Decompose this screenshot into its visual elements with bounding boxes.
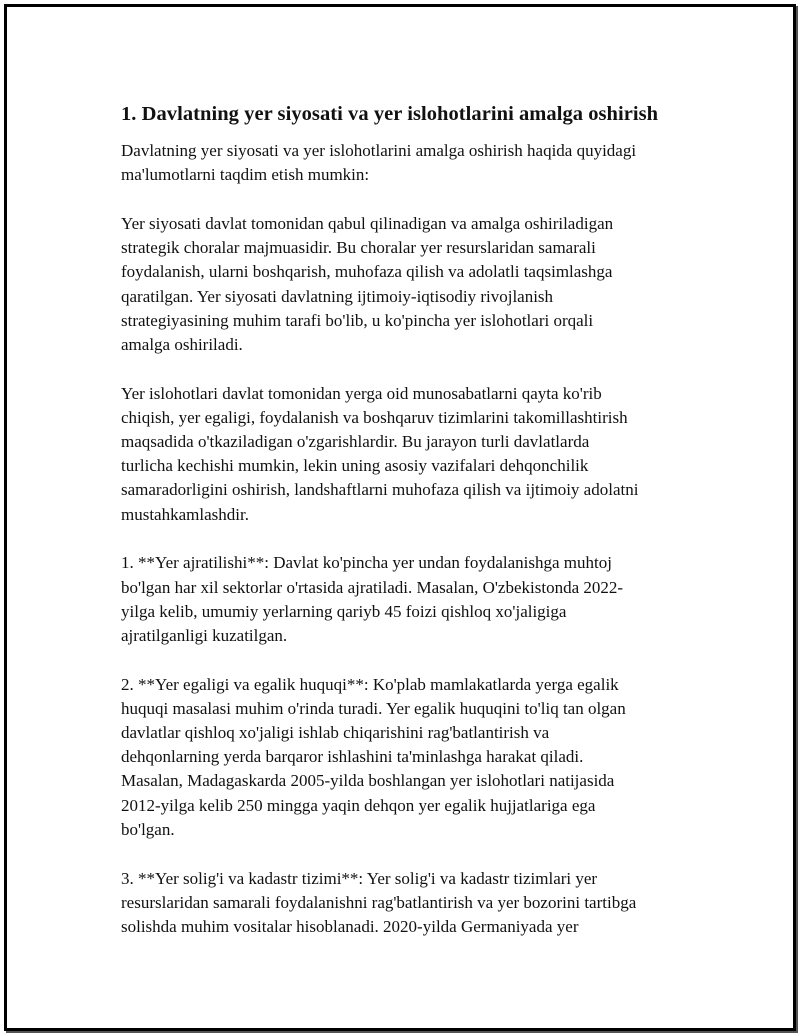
land-ownership-item: 2. **Yer egaligi va egalik huquqi**: Ko'plab mamlakatlarda yerga egalik huquqi masalasi muhim o'rinda turadi. Yer egalik huquqini to'liq tan olgan davlatlar qishloq xo'jaligi ishlab chiqarishini rag'batlantirish va dehqonlarning yerda barqaror ishlashini ta'minlashga harakat qiladi. Masalan, Madagaskarda 2005-yilda boshlangan yer islohotlari natijasida 2012-yilga kelib 250 mingga yaqin dehqon yer egalik hujjatlariga ega bo'lgan. <box>121 674 626 839</box>
document-title: 1. Davlatning yer siyosati va yer islohotlarini amalga oshirish <box>121 103 659 125</box>
document-page <box>4 4 796 1031</box>
land-allocation-item: 1. **Yer ajratilishi**: Davlat ko'pincha yer undan foydalanishga muhtoj bo'lgan har xil sektorlar o'rtasida ajratiladi. Masalan, O'zbekistonda 2022- yilga kelib, umumiy yerlarning qariyb 45 foizi qishloq xo'jaligiga ajratilganligi kuzatilgan. <box>121 553 624 645</box>
land-policy-paragraph: Yer siyosati davlat tomonidan qabul qilinadigan va amalga oshiriladigan strategik choralar majmuasidir. Bu choralar yer resurslaridan samarali foydalanish, ularni boshqarish, muhofaza qilish va adolatli taqsimlashga qaratilgan. Yer siyosati davlatning ijtimoiy-iqtisodiy rivojlanish strategiyasining muhim tarafi bo'lib, u ko'pincha yer islohotlari orqali amalga oshiriladi. <box>121 213 614 354</box>
land-tax-cadastre-item: 3. **Yer solig'i va kadastr tizimi**: Yer solig'i va kadastr tizimlari yer resurslaridan samarali foydalanishni rag'batlantirish va yer bozorini tartibga solishda muhim vositalar hisoblanadi. 2020-yilda Germaniyada yer <box>121 868 637 936</box>
land-reform-paragraph: Yer islohotlari davlat tomonidan yerga oid munosabatlarni qayta ko'rib chiqish, yer egaligi, foydalanish va boshqaruv tizimlarini takomillashtirish maqsadida o'tkaziladigan o'zgarishlardir. Bu jarayon turli davlatlarda turlicha kechishi mumkin, lekin uning asosiy vazifalari dehqonchilik samaradorligini oshirish, landshaftlarni muhofaza qilish va ijtimoiy adolatni mustahkamlashdir. <box>121 383 639 524</box>
intro-paragraph: Davlatning yer siyosati va yer islohotlarini amalga oshirish haqida quyidagi ma'lumotlarni taqdim etish mumkin: <box>121 141 637 185</box>
document-body <box>121 100 691 939</box>
